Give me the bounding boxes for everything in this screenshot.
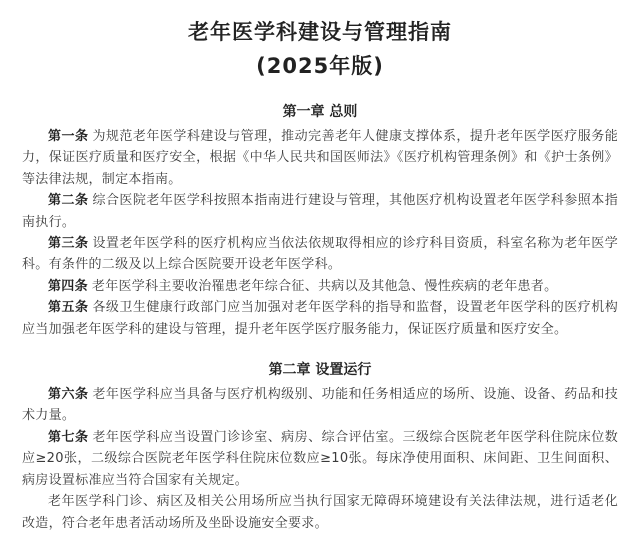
article-label: 第七条 (48, 429, 89, 445)
document-subtitle: (2025年版) (256, 54, 384, 78)
article-text: 老年医学科门诊、病区及相关公用场所应当执行国家无障碍环境建设有关法律法规，进行适老化改造，符合老年患者活动场所及坐卧设施安全要求。 (22, 494, 618, 531)
article-paragraph (22, 384, 618, 427)
chapter-heading: 第二章 设置运行 (268, 362, 372, 379)
article-label: 第三条 (48, 236, 89, 252)
article-label: 第四条 (48, 278, 88, 294)
chapter-heading: 第一章 总则 (282, 104, 358, 120)
article-paragraph (22, 190, 618, 233)
article-label: 第五条 (48, 300, 89, 316)
article-text: 老年医学科主要收治罹患老年综合征、共病以及其他急、慢性疾病的老年患者。 (91, 278, 558, 294)
article-paragraph (22, 297, 618, 340)
article-text: 为规范老年医学科建设与管理，推动完善老年人健康支撑体系，提升老年医学医疗服务能力，保证医疗质量和医疗安全，根据《中华人民共和国医师法》《医疗机构管理条例》和《护士条例》等法律法规，制定本指南。 (22, 129, 619, 187)
article-paragraph (22, 427, 618, 491)
article-paragraph (22, 491, 618, 534)
article-text: 老年医学科应当设置门诊诊室、病房、综合评估室。三级综合医院老年医学科住院床位数应≥20张，二级综合医院老年医学科住院床位数应≥10张。每床净使用面积、床间距、卫生间面积、病房设置标准应当符合国家有关规定。 (22, 429, 619, 488)
article-text: 综合医院老年医学科按照本指南进行建设与管理，其他医疗机构设置老年医学科参照本指南执行。 (22, 193, 619, 230)
article-paragraph (22, 126, 618, 190)
article-paragraph (22, 233, 618, 276)
article-text: 设置老年医学科的医疗机构应当依法依规取得相应的诊疗科目资质，科室名称为老年医学科。有条件的二级及以上综合医院要开设老年医学科。 (22, 236, 619, 273)
article-label: 第二条 (48, 193, 89, 209)
chapter-1 (22, 102, 618, 340)
chapter-2 (22, 360, 618, 534)
document-title: 老年医学科建设与管理指南 (188, 20, 452, 44)
article-label: 第一条 (48, 129, 89, 144)
article-paragraph (22, 276, 618, 297)
article-text: 各级卫生健康行政部门应当加强对老年医学科的指导和监督，设置老年医学科的医疗机构应当加强老年医学科的建设与管理，提升老年医学医疗服务能力，保证医疗质量和医疗安全。 (22, 300, 619, 337)
article-label: 第六条 (48, 387, 89, 403)
article-text: 老年医学科应当具备与医疗机构级别、功能和任务相适应的场所、设施、设备、药品和技术力量。 (22, 387, 619, 424)
